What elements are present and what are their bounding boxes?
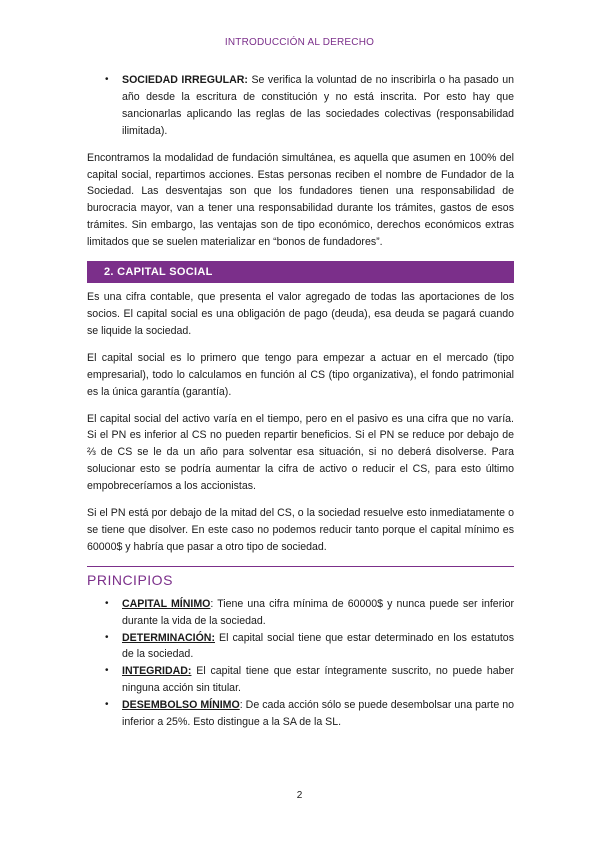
paragraph: Si el PN está por debajo de la mitad del CS, o la sociedad resuelve esto inmediatamente o se tiene que disolver. En este caso no podemos reducir tanto porque el capital mínimo es 60000$ y habría que pasar a otro tipo de sociedad. xyxy=(87,507,514,553)
page-content xyxy=(87,72,514,741)
principle-term: CAPITAL MÍNIMO xyxy=(122,597,211,610)
list-item xyxy=(87,72,514,140)
bullet-icon: • xyxy=(105,631,109,643)
list-item xyxy=(87,630,514,664)
page-number: 2 xyxy=(296,790,303,801)
principle-text: El capital social tiene que estar determinado en los estatutos de la sociedad. xyxy=(122,631,514,661)
principle-text: : Tiene una cifra mínima de 60000$ y nunca puede ser inferior durante la vida de la sociedad. xyxy=(122,597,514,627)
paragraph: El capital social del activo varía en el tiempo, pero en el pasivo es una cifra que no varía. Si el PN es inferior al CS no pueden repartir beneficios. Si el PN se reduce por debajo de ⅔ de CS se le da un año para solventar esa situación, si no deberá disolverse. Para solucionar esto se podría aumentar la cifra de activo o reducir el CS, para esto último empobreceríamos a los accionistas. xyxy=(87,412,514,493)
principle-term: DETERMINACIÓN: xyxy=(122,631,215,644)
paragraph-fundacion: Encontramos la modalidad de fundación simultánea, es aquella que asumen en 100% del capital social, repartimos acciones. Estas personas reciben el nombre de Fundador de la Sociedad. Las desventajas son que los fundadores tienen una responsabilidad de burocracia mayor, van a tener una responsabilidad durante los trámites, gastos de esos trámites. Sin embargo, las ventajas son de tipo económico, derechos económicos extras limitados que se suelen materializar en “bonos de fundadores”. xyxy=(87,151,514,249)
bullet-icon: • xyxy=(105,597,109,609)
bullet-text: Se verifica la voluntad de no inscribirla o ha pasado un año desde la escritura de constitución y no está inscrita. Por esto hay que sancionarlas aplicando las reglas de las sociedades colectivas (responsabilidad ilimitada). xyxy=(122,74,514,137)
bullet-icon: • xyxy=(105,74,109,85)
subheading-principios: PRINCIPIOS xyxy=(87,566,514,588)
intro-bullet-list xyxy=(87,72,514,140)
section-heading: 2. CAPITAL SOCIAL xyxy=(87,261,514,283)
bullet-term: SOCIEDAD IRREGULAR: xyxy=(122,74,248,86)
principle-text: : De cada acción sólo se puede desembolsar una parte no inferior a 25%. Esto distingue a la SA de la SL. xyxy=(122,699,514,729)
bullet-icon: • xyxy=(105,665,109,677)
bullet-icon: • xyxy=(105,699,109,711)
principle-text: El capital tiene que estar íntegramente suscrito, no puede haber ninguna acción sin titular. xyxy=(122,665,514,695)
list-item xyxy=(87,596,514,630)
principle-term: DESEMBOLSO MÍNIMO xyxy=(122,699,240,712)
paragraph: Es una cifra contable, que presenta el valor agregado de todas las aportaciones de los socios. El capital social es una obligación de pago (deuda), esa deuda se pagará cuando se liquide la sociedad. xyxy=(87,291,514,337)
page-header: INTRODUCCIÓN AL DERECHO xyxy=(224,37,375,48)
principle-term: INTEGRIDAD: xyxy=(122,665,192,678)
paragraph: El capital social es lo primero que tengo para empezar a actuar en el mercado (tipo empresarial), todo lo calculamos en función al CS (tipo organizativa), el fondo patrimonial es la única garantía (garantía). xyxy=(87,351,514,398)
principios-list xyxy=(87,596,514,731)
list-item xyxy=(87,697,514,731)
list-item xyxy=(87,663,514,697)
